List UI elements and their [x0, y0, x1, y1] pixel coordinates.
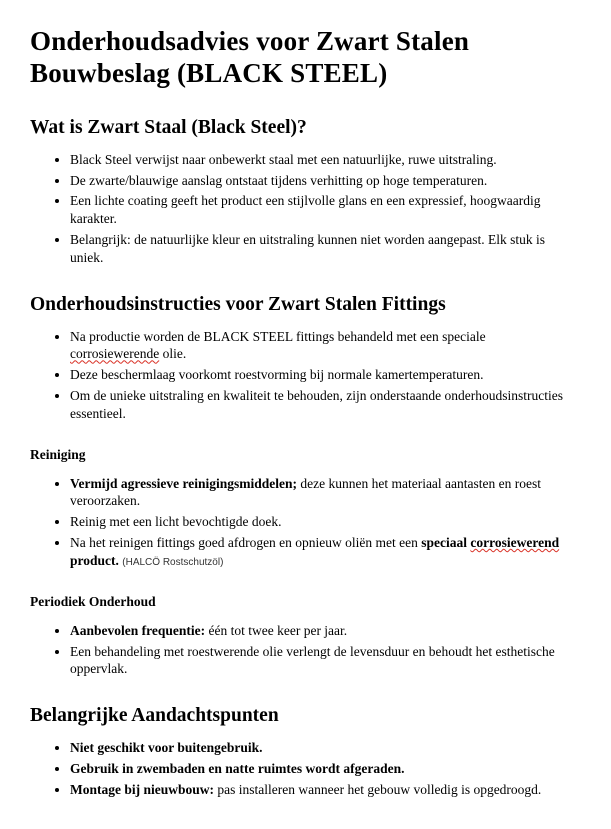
text-segment: corrosiewerende — [70, 346, 160, 362]
bullet-item — [70, 534, 581, 570]
bullet-list-what-is-zwart-staal — [30, 151, 581, 267]
bullet-item — [70, 328, 581, 364]
text-segment: olie. — [159, 346, 187, 362]
bullet-item — [70, 643, 581, 679]
text-segment: Black Steel verwijst naar onbewerkt staal met een natuurlijke, ruwe uitstraling. — [70, 151, 497, 167]
bullet-item — [70, 781, 581, 799]
section-what-is-zwart-staal — [30, 117, 581, 267]
heading-onderhoudsinstructies: Onderhoudsinstructies voor Zwart Stalen Fittings — [30, 293, 446, 315]
text-segment: pas installeren wanneer het gebouw volledig is opgedroogd. — [214, 781, 542, 797]
heading-belangrijke-aandachtspunten: Belangrijke Aandachtspunten — [30, 705, 279, 727]
bullet-item — [70, 387, 581, 423]
text-segment: De zwarte/blauwige aanslag ontstaat tijdens verhitting op hoge temperaturen. — [70, 172, 488, 188]
text-segment: Een lichte coating geeft het product een stijlvolle glans en een expressief, hoogwaardig karakter. — [70, 193, 541, 227]
text-segment: Na het reinigen fittings goed afdrogen en opnieuw oliën met een — [70, 535, 422, 551]
text-segment: product — [70, 552, 116, 568]
text-segment: Belangrijk: de natuurlijke kleur en uitstraling kunnen niet worden aangepast. Elk stuk is uniek. — [70, 231, 546, 265]
section-onderhoudsinstructies — [30, 294, 581, 423]
text-segment: (HALCÖ Rostschutzöl) — [122, 556, 224, 568]
text-segment: deze kunnen het materiaal aantasten en roest veroorzaken. — [70, 475, 542, 509]
text-segment: Montage bij nieuwbouw: — [70, 781, 215, 797]
text-segment: speciaal — [421, 535, 471, 551]
bullet-item — [70, 366, 581, 384]
bullet-item — [70, 739, 581, 757]
text-segment: Reinig met een licht bevochtigde doek. — [70, 514, 282, 530]
text-segment: Om de unieke uitstraling en kwaliteit te behouden, zijn onderstaande onderhoudsinstructies essentieel. — [70, 388, 563, 421]
bullet-item — [70, 231, 581, 267]
bullet-item — [70, 151, 581, 169]
text-segment: Deze beschermlaag voorkomt roestvorming bij normale kamertemperaturen. — [70, 367, 484, 383]
heading-what-is-zwart-staal: Wat is Zwart Staal (Black Steel)? — [30, 116, 307, 138]
bullet-list-periodiek-onderhoud — [30, 622, 581, 678]
bullet-list-reiniging — [30, 475, 581, 570]
document-title: Onderhoudsadvies voor Zwart Stalen Bouwbeslag (BLACK STEEL) — [30, 26, 470, 88]
bullet-item — [70, 172, 581, 190]
bullet-item — [70, 513, 581, 531]
text-segment: Vermijd agressieve reinigingsmiddelen; — [70, 475, 297, 491]
section-periodiek-onderhoud — [30, 594, 581, 678]
bullet-list-onderhoudsinstructies — [30, 328, 581, 423]
text-segment: Aanbevolen frequentie: — [70, 622, 206, 638]
text-segment: corrosiewerend — [470, 535, 560, 551]
text-segment: één tot twee keer per jaar. — [205, 622, 348, 638]
section-reiniging — [30, 447, 581, 570]
text-segment: Niet geschikt voor buitengebruik. — [70, 740, 263, 756]
text-segment: Na productie worden de BLACK STEEL fittings behandeld met een speciale — [70, 328, 486, 344]
section-belangrijke-aandachtspunten — [30, 705, 581, 798]
bullet-item — [70, 475, 581, 511]
bullet-item — [70, 622, 581, 640]
text-segment: . — [115, 552, 123, 568]
bullet-item — [70, 192, 581, 228]
heading-reiniging: Reiniging — [30, 446, 86, 462]
text-segment: Een behandeling met roestwerende olie verlengt de levensduur en behoudt het esthetische oppervlak. — [70, 643, 555, 677]
text-segment: Gebruik in zwembaden en natte ruimtes wordt afgeraden. — [70, 760, 405, 776]
heading-periodiek-onderhoud: Periodiek Onderhoud — [30, 593, 156, 609]
